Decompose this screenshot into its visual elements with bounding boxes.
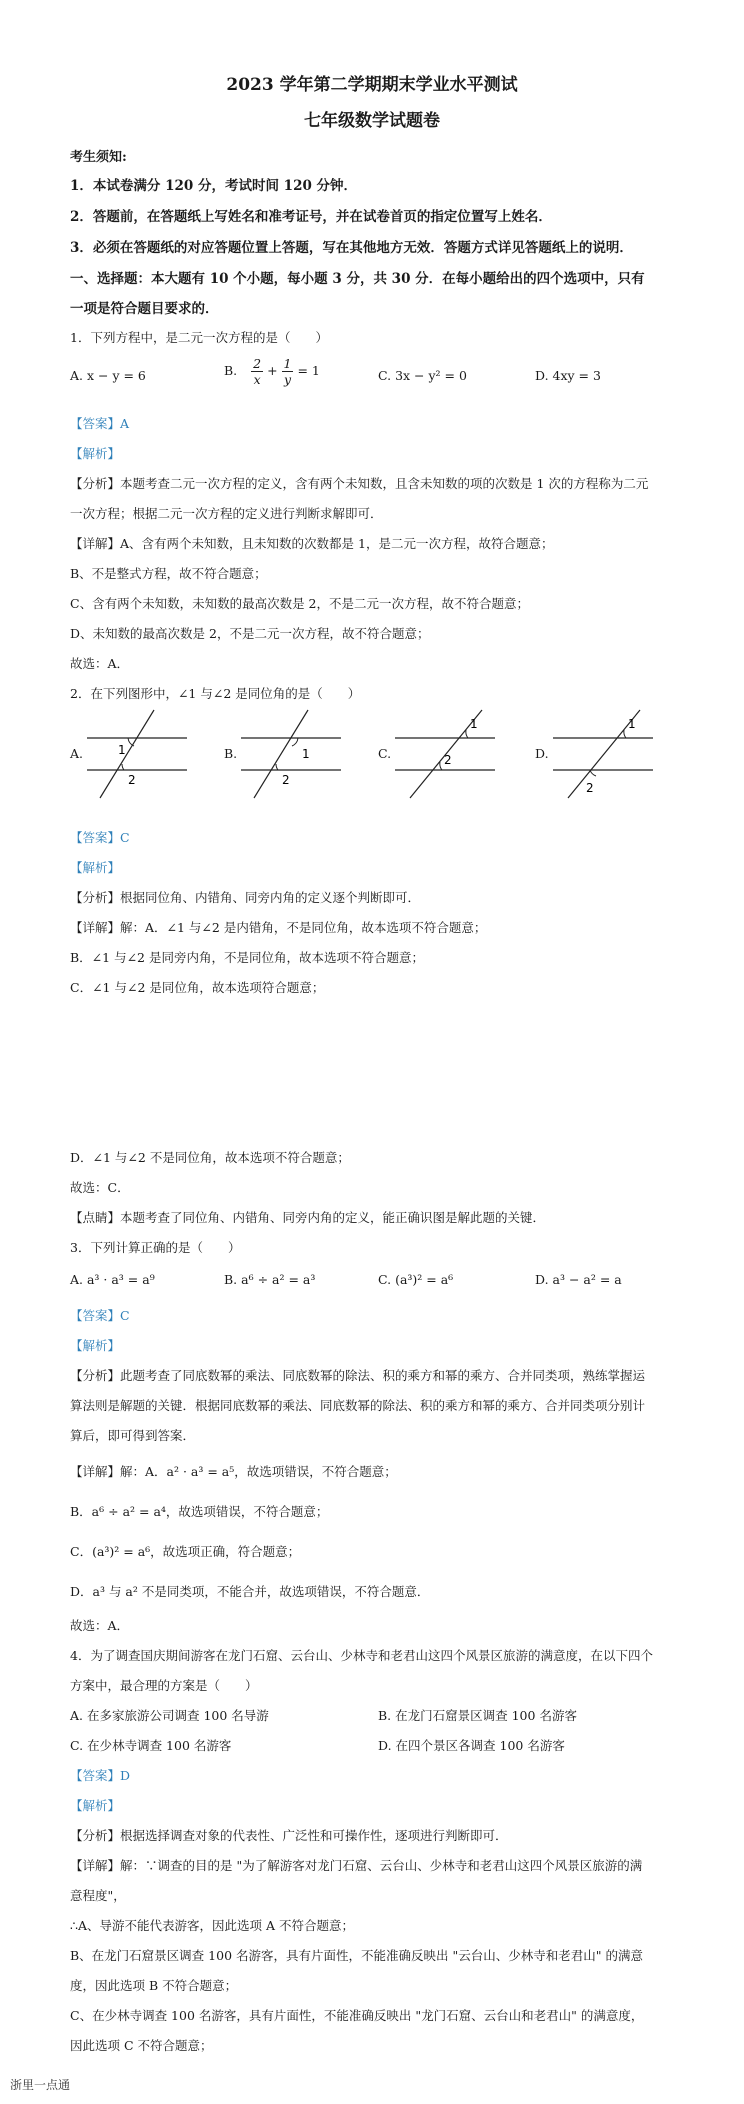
fraction-numerator: 2 [253,356,262,371]
detail-text: 【详解】解：∵调查的目的是 "为了解游客对龙门石窟、云台山、少林寺和老君山这四个风景区旅游的满 [70,1858,643,1873]
detail-text: C、在少林寺调查 100 名游客，具有片面性，不能准确反映出 "龙门石窟、云台山和老君山" 的满意度， [70,2008,644,2023]
exam-subtitle: 七年级数学试题卷 [304,111,440,131]
figure-label: B. [224,746,238,761]
fraction-denominator: x [253,372,261,387]
answer-label: 【答案】D [70,1768,131,1783]
option-d: D. a³ − a² = a [535,1272,622,1287]
analysis-label: 【解析】 [70,1338,121,1353]
detail-text: B．∠1 与∠2 是同旁内角，不是同位角，故本选项不符合题意； [70,950,424,965]
option-c: C. 在少林寺调查 100 名游客 [70,1738,232,1753]
notice-item: 1．本试卷满分 120 分，考试时间 120 分钟． [70,178,358,194]
detail-text: C、含有两个未知数，未知数的最高次数是 2，不是二元一次方程，故不符合题意； [70,596,529,611]
question-stem: 2．在下列图形中，∠1 与∠2 是同位角的是（ ） [70,686,361,701]
analysis-text: 算法则是解题的关键．根据同底数幂的乘法、同底数幂的除法、积的乘方和幂的乘方、合并同类项分别计 [70,1398,646,1413]
angle-1-label: 1 [628,717,636,731]
detail-text: 【详解】解：A．∠1 与∠2 是内错角，不是同位角，故本选项不符合题意； [70,920,487,935]
angle-figure-d [548,702,658,802]
question-stem: 3．下列计算正确的是（ ） [70,1240,241,1255]
answer-label: 【答案】C [70,1308,130,1323]
detail-text: 度，因此选项 B 不符合题意； [70,1978,238,1993]
detail-text: B、不是整式方程，故不符合题意； [70,566,267,581]
angle-2-label: 2 [128,773,136,787]
section-heading: 一项是符合题目要求的． [70,301,219,317]
angle-1-label: 1 [470,717,478,731]
analysis-label: 【解析】 [70,446,121,461]
angle-figure-b [236,702,346,802]
fraction-denominator: y [283,372,292,387]
analysis-text: 【分析】本题考查二元一次方程的定义，含有两个未知数，且含未知数的项的次数是 1 次的方程称为二元 [70,476,649,491]
detail-text: B、在龙门石窟景区调查 100 名游客，具有片面性，不能准确反映出 "云台山、少林寺和老君山" 的满意 [70,1948,643,1963]
answer-label: 【答案】A [70,416,130,431]
analysis-text: 算后，即可得到答案． [70,1428,196,1443]
conclusion-text: 故选：C． [70,1180,130,1195]
footer-watermark: 浙里一点通 [10,2078,71,2092]
detail-text: 【详解】解：A．a² · a³ = a⁵，故选项错误，不符合题意； [70,1464,397,1479]
angle-1-label: 1 [118,743,126,757]
option-a: A. x − y = 6 [70,368,146,383]
option-d: D. 4xy = 3 [535,368,601,383]
analysis-label: 【解析】 [70,860,121,875]
option-b-label: B. [224,363,238,378]
question-stem: 4．为了调查国庆期间游客在龙门石窟、云台山、少林寺和老君山这四个风景区旅游的满意度，在以下四个 [70,1648,653,1663]
detail-text: C．∠1 与∠2 是同位角，故本选项符合题意； [70,980,325,995]
notice-item: 2．答题前，在答题纸上写姓名和准考证号，并在试卷首页的指定位置写上姓名． [70,209,552,225]
angle-figure-c [390,702,500,802]
angle-2-label: 2 [444,753,452,767]
option-b: B. $\frac{2}{x}$ + $\frac{1}{y}$ = 1 [224,356,320,387]
exam-title: 2023 学年第二学期期末学业水平测试 [226,75,518,95]
option-a: A. 在多家旅游公司调查 100 名导游 [70,1708,269,1723]
conclusion-text: 故选：A． [70,656,130,671]
fraction-1-over-y [282,356,294,387]
figure-label: A. [70,746,84,761]
question-stem: 方案中，最合理的方案是（ ） [70,1678,258,1693]
option-d: D. 在四个景区各调查 100 名游客 [378,1738,565,1753]
option-b-rest: = 1 [297,363,320,378]
angle-2-label: 2 [282,773,290,787]
analysis-label: 【解析】 [70,1798,121,1813]
conclusion-text: 故选：A． [70,1618,130,1633]
analysis-text: 【分析】此题考查了同底数幂的乘法、同底数幂的除法、积的乘方和幂的乘方、合并同类项，熟练掌握运 [70,1368,646,1383]
detail-text: B．a⁶ ÷ a² = a⁴，故选项错误，不符合题意； [70,1504,329,1519]
notice-heading: 考生须知: [70,150,127,165]
option-b: B. a⁶ ÷ a² = a³ [224,1272,316,1287]
analysis-text: 【分析】根据同位角、内错角、同旁内角的定义逐个判断即可． [70,890,421,905]
analysis-text: 一次方程；根据二元一次方程的定义进行判断求解即可． [70,506,383,521]
detail-text: D．a³ 与 a² 不是同类项，不能合并，故选项错误，不符合题意． [70,1584,430,1599]
detail-text: 因此选项 C 不符合题意； [70,2038,213,2053]
fraction-numerator: 1 [283,356,292,371]
analysis-text: 【分析】根据选择调查对象的代表性、广泛性和可操作性，逐项进行判断即可． [70,1828,508,1843]
option-c: C. (a³)² = a⁶ [378,1272,454,1287]
detail-text: ∴A、导游不能代表游客，因此选项 A 不符合题意； [70,1918,354,1933]
figure-label: C. [378,746,392,761]
angle-2-label: 2 [586,781,594,795]
option-b: B. 在龙门石窟景区调查 100 名游客 [378,1708,577,1723]
angle-1-label: 1 [302,747,310,761]
detail-text: 意程度"， [70,1888,126,1903]
detail-text: D、未知数的最高次数是 2，不是二元一次方程，故不符合题意； [70,626,430,641]
angle-figure-a [82,702,192,802]
figure-label: D. [535,746,549,761]
section-heading: 一、选择题：本大题有 10 个小题，每小题 3 分，共 30 分．在每小题给出的四个选项中，只有 [70,271,645,287]
option-a: A. a³ · a³ = a⁹ [70,1272,155,1287]
comment-text: 【点睛】本题考查了同位角、内错角、同旁内角的定义，能正确识图是解此题的关键． [70,1210,546,1225]
answer-label: 【答案】C [70,830,130,845]
detail-text: C．(a³)² = a⁶，故选项正确，符合题意； [70,1544,301,1559]
detail-text: 【详解】A、含有两个未知数，且未知数的次数都是 1，是二元一次方程，故符合题意； [70,536,554,551]
notice-item: 3．必须在答题纸的对应答题位置上答题，写在其他地方无效．答题方式详见答题纸上的说明． [70,240,633,256]
question-stem: 1．下列方程中，是二元一次方程的是（ ） [70,330,328,345]
option-c: C. 3x − y² = 0 [378,368,467,383]
fraction-2-over-x [251,356,263,387]
detail-text: D．∠1 与∠2 不是同位角，故本选项不符合题意； [70,1150,350,1165]
